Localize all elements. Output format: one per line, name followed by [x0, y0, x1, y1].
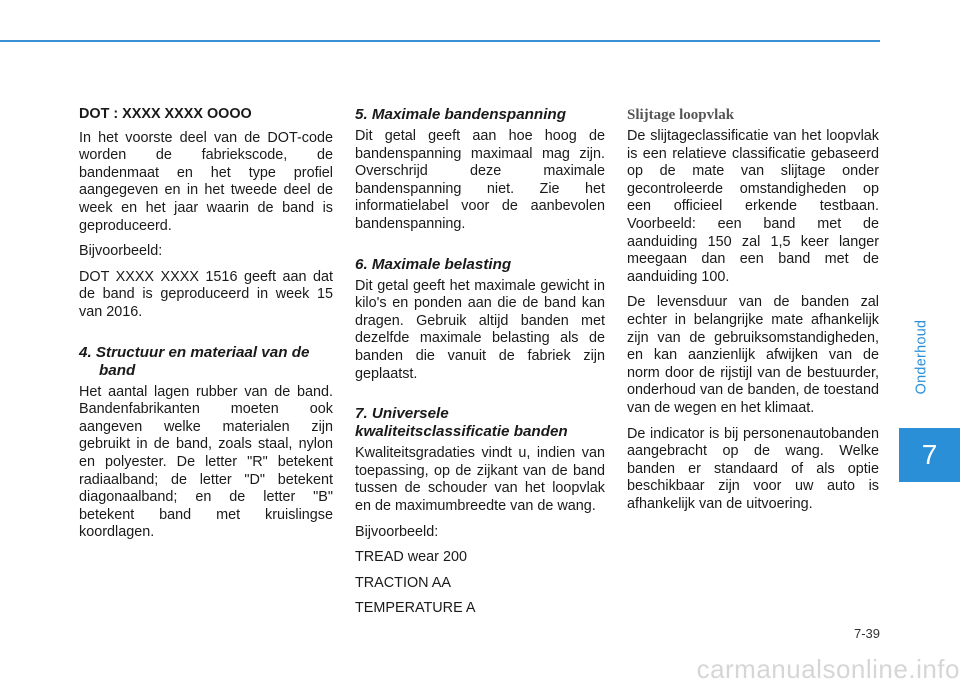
temperature-value: TEMPERATURE A — [355, 600, 476, 617]
example-label: Bijvoorbeeld: — [79, 243, 163, 260]
section-7-title-line1: 7. Universele — [355, 405, 449, 423]
section-5-text: Dit getal geeft aan hoe hoog de bandenspanning maximaal mag zijn. Overschrijd deze maximale bandenspanning niet. Zie het informatielabel voor de aanbevolen bandenspanning. — [355, 128, 605, 232]
slijtage-para-2: De levensduur van de banden zal echter in belangrijke mate afhankelijk zijn van de gebruiksomstandigheden, en kan aanzienlijk afwijken van de norm door de rijstijl van de bestuurder, onderhoud van de banden, de toestand van de wegen en het klimaat. — [627, 294, 879, 416]
section-4-text: Het aantal lagen rubber van de band. Bandenfabrikanten moeten ook aangeven welke materialen zijn gebruikt in de band, zoals staal, nylon en polyester. De letter "R" betekent radiaalband; de letter "D" betekent diagonaalband; en de letter "B" betekent band met kruislingse koordlagen. — [79, 383, 333, 541]
chapter-number: 7 — [921, 439, 938, 470]
dot-text: In het voorste deel van de DOT-code worden de fabriekscode, de bandenmaat en het type profiel aangegeven en in het tweede deel de week en het jaar waarin de band is geproduceerd. — [79, 129, 333, 234]
slijtage-para-1: De slijtageclassificatie van het loopvlak is een relatieve classificatie gebaseerd op de mate van slijtage onder gecontroleerde omstandigheden op een officieel erkende testbaan. Voorbeeld: een band met de aanduiding 150 zal 1,5 keer langer meegaan dan een band met de aanduiding 100. — [627, 128, 879, 285]
page-number: 7-39 — [853, 626, 880, 641]
slijtage-title: Slijtage loopvlak — [627, 107, 735, 123]
section-7-title-line2: kwaliteitsclassificatie banden — [355, 423, 568, 441]
column-left — [79, 106, 333, 550]
chapter-badge — [899, 428, 960, 482]
header-rule — [0, 40, 880, 42]
section-7-text: Kwaliteitsgradaties vindt u, indien van toepassing, op de zijkant van de band tussen de schouder van het loopvlak en de maximumbreedte van de wang. — [355, 445, 605, 514]
section-tab-label — [882, 294, 960, 420]
section-6-text: Dit getal geeft het maximale gewicht in kilo's en ponden aan die de band kan dragen. Gebruik altijd banden met dezelfde maximale belasting als de banden die vanuit de fabriek zijn geplaatst. — [355, 277, 605, 382]
tread-value: TREAD wear 200 — [355, 549, 467, 566]
section-4-title: 4. Structuur en materiaal van de band — [79, 343, 310, 379]
column-right — [627, 106, 879, 521]
column-middle — [355, 106, 605, 626]
example-label-2: Bijvoorbeeld: — [355, 523, 439, 540]
section-tab-text: Onderhoud — [913, 319, 929, 395]
section-6-title: 6. Maximale belasting — [355, 255, 512, 273]
dot-heading: DOT : XXXX XXXX OOOO — [79, 106, 252, 122]
slijtage-para-3: De indicator is bij personenautobanden aangebracht op de wang. Welke banden er standaard of als optie beschikbaar zijn voor uw auto is afhankelijk van de uitvoering. — [627, 425, 879, 512]
section-5-title: 5. Maximale bandenspanning — [355, 106, 566, 123]
traction-value: TRACTION AA — [355, 574, 451, 591]
watermark: carmanualsonline.info — [696, 654, 960, 684]
example-text: DOT XXXX XXXX 1516 geeft aan dat de band is geproduceerd in week 15 van 2016. — [79, 268, 333, 320]
